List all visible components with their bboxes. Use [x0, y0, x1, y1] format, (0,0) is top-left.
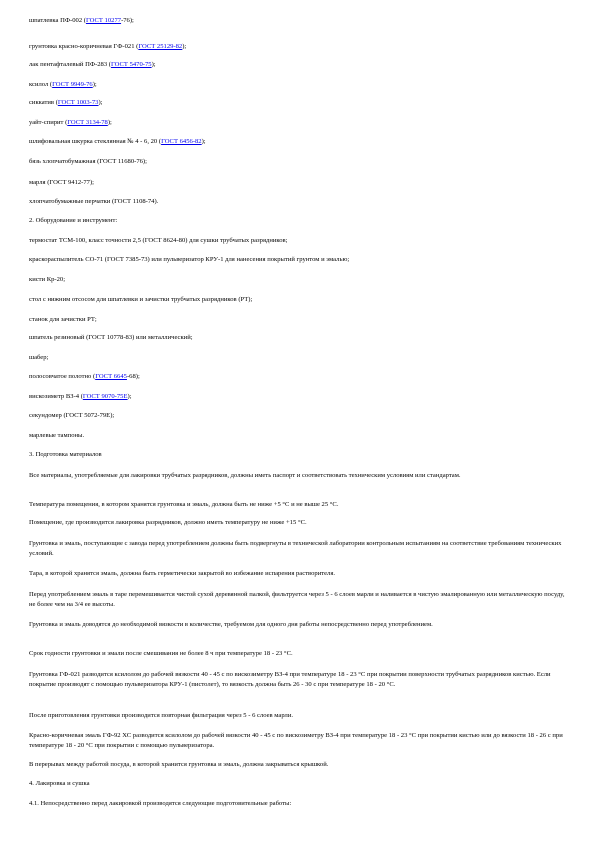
paragraph-text: краскораспылитель СО-71 (ГОСТ 7385-73) или пульверизатор КРУ-1 для нанесения покрытий грунтом и эмалью;: [29, 256, 350, 263]
paragraph-line: [29, 217, 569, 225]
paragraph-text: термостат ТСМ-100, класс точности 2,5 (ГОСТ 8624-80) для сушки трубчатых разрядников;: [29, 237, 288, 244]
paragraph-line: [29, 620, 569, 630]
paragraph-text: шлифовальная шкурка стеклянная № 4 - 6, 20 (: [29, 138, 162, 145]
paragraph-text: 4.1. Непосредственно перед лакировкой производятся следующие подготовительные работы:: [29, 800, 292, 807]
paragraph-line: [29, 334, 569, 342]
paragraph-text: секундомер (ГОСТ 5072-79Е);: [29, 412, 115, 419]
paragraph-text: хлопчатобумажные перчатки (ГОСТ 1108-74).: [29, 198, 159, 205]
gost-reference-link[interactable]: ГОСТ 10277: [86, 17, 122, 24]
gost-reference-link[interactable]: ГОСТ 25129-82: [138, 43, 183, 50]
paragraph-text: уайт-спирит (: [29, 119, 68, 126]
paragraph-line: [29, 296, 569, 304]
paragraph-line: [29, 712, 569, 720]
paragraph-text: -76);: [121, 17, 134, 24]
paragraph-line: [29, 99, 569, 107]
paragraph-line: [29, 800, 569, 808]
gost-reference-link[interactable]: ГОСТ 1003-73: [57, 99, 99, 106]
paragraph-line: [29, 412, 569, 420]
paragraph-line: [29, 539, 569, 559]
paragraph-line: [29, 43, 569, 51]
paragraph-text: шабер;: [29, 354, 49, 361]
gost-reference-link[interactable]: ГОСТ 6456-82: [161, 138, 202, 145]
paragraph-line: [29, 393, 569, 401]
paragraph-text: Перед употреблением эмаль в таре перемешивается чистой сухой деревянной палкой, фильтруется через 5 - 6 слоев марли и наливается в чистую эмалированную или металлическую посуду, не более чем на 3/4 ее высоты.: [29, 591, 565, 608]
paragraph-text: Красно-коричневая эмаль ГФ-92 ХС разводится ксилолом до рабочей вязкости 40 - 45 с по вискозиметру ВЗ-4 при температуре 18 - 23 °С при покрытии кистью или до вязкости 18 - 26 с при температуре 18 - 20 °С при покрытии с помощью пульверизатора.: [29, 732, 563, 749]
paragraph-line: [29, 354, 569, 362]
paragraph-line: [29, 237, 569, 245]
paragraph-text: Грунтовка и эмаль, поступающие с завода перед употреблением должны быть подвергнуты в технической лаборатории контрольным испытаниям на соответствие требованиям технических условий.: [29, 540, 562, 557]
paragraph-text: В перерывах между работой посуда, в которой хранится грунтовка и эмаль, должна закрываться крышкой.: [29, 761, 329, 768]
paragraph-line: [29, 119, 569, 127]
paragraph-text: Температура помещения, в котором хранятся грунтовка и эмаль, должна быть не ниже +5 °С и не выше 25 °С.: [29, 501, 339, 508]
paragraph-text: );: [107, 119, 112, 126]
paragraph-line: [29, 158, 569, 166]
paragraph-text: 4. Лакировка и сушка: [29, 780, 90, 787]
paragraph-line: [29, 179, 569, 187]
paragraph-line: [29, 138, 569, 146]
paragraph-text: );: [151, 61, 156, 68]
paragraph-text: );: [201, 138, 206, 145]
paragraph-line: [29, 198, 569, 206]
gost-reference-link[interactable]: ГОСТ 9070-75Е: [82, 393, 128, 400]
paragraph-line: [29, 780, 569, 788]
paragraph-line: [29, 519, 569, 527]
paragraph-text: );: [182, 43, 187, 50]
paragraph-text: После приготовления грунтовки производится повторная фильтрация через 5 - 6 слоев марли.: [29, 712, 294, 719]
paragraph-text: марля (ГОСТ 9412-77);: [29, 179, 95, 186]
paragraph-line: [29, 670, 569, 690]
paragraph-line: [29, 276, 569, 284]
paragraph-text: стол с нижним отсосом для шпатлевки и зачистки трубчатых разрядников (РТ);: [29, 296, 253, 303]
paragraph-line: [29, 761, 569, 769]
paragraph-text: Грунтовка ГФ-021 разводится ксилолом до рабочей вязкости 40 - 45 с по вискозиметру ВЗ-4 при температуре 18 - 23 °С при покрытии поверхности трубчатых разрядников кистью. Если покрытие производят с помощью пульверизатора КРУ-1 (пистолет), то вязкость должна быть 26 - 30 с при температуре 18 - 20 °С.: [29, 671, 551, 688]
paragraph-text: грунтовка красно-коричневая ГФ-021 (: [29, 43, 139, 50]
paragraph-line: [29, 731, 569, 751]
paragraph-text: шпатель резиновый (ГОСТ 10778-83) или металлический;: [29, 334, 193, 341]
paragraph-text: лак пентафталевый ПФ-283 (: [29, 61, 112, 68]
paragraph-text: Тара, в которой хранятся эмаль, должна быть герметически закрытой во избежание испарения растворителя.: [29, 570, 336, 577]
paragraph-text: );: [98, 99, 103, 106]
paragraph-line: [29, 256, 569, 264]
paragraph-line: [29, 432, 569, 440]
paragraph-line: [29, 451, 569, 459]
paragraph-text: полосовчатое полотно (: [29, 373, 96, 380]
gost-reference-link[interactable]: ГОСТ 3134-78: [67, 119, 108, 126]
paragraph-text: марлевые тампоны.: [29, 432, 85, 439]
paragraph-line: [29, 373, 569, 381]
paragraph-text: 3. Подготовка материалов: [29, 451, 102, 458]
paragraph-text: Грунтовка и эмаль доводятся до необходимой вязкости в количестве, требуемом для одного дня работы непосредственно перед употреблением.: [29, 621, 433, 628]
paragraph-text: шпатлевка ПФ-002 (: [29, 17, 86, 24]
paragraph-text: сиккатив (: [29, 99, 58, 106]
paragraph-line: [29, 590, 569, 610]
paragraph-text: Все материалы, употребляемые для лакировки трубчатых разрядников, должны иметь паспорт и соответствовать техническим условиям или стандартам.: [29, 472, 461, 479]
gost-reference-link[interactable]: ГОСТ 9949-76: [52, 81, 93, 88]
paragraph-text: бязь хлопчатобумажная (ГОСТ 11680-76);: [29, 158, 147, 165]
paragraph-text: );: [92, 81, 97, 88]
paragraph-line: [29, 471, 569, 481]
gost-reference-link[interactable]: ГОСТ 5470-75: [111, 61, 152, 68]
paragraph-text: -68);: [126, 373, 140, 380]
paragraph-text: Помещение, где производится лакировка разрядников, должно иметь температуру не ниже +15 °С.: [29, 519, 307, 526]
paragraph-text: вискозиметр ВЗ-4 (: [29, 393, 83, 400]
paragraph-text: Срок годности грунтовки и эмали после смешивания не более 8 ч при температуре 18 - 23 °С.: [29, 650, 293, 657]
paragraph-text: кисти Кр-20;: [29, 276, 66, 283]
paragraph-line: [29, 501, 569, 509]
paragraph-text: );: [127, 393, 132, 400]
paragraph-text: 2. Оборудование и инструмент:: [29, 217, 118, 224]
paragraph-line: [29, 81, 569, 89]
gost-reference-link[interactable]: ГОСТ 6645: [95, 373, 127, 380]
paragraph-text: ксилол (: [29, 81, 53, 88]
paragraph-line: [29, 570, 569, 578]
paragraph-line: [29, 316, 569, 324]
paragraph-text: станок для зачистки РТ;: [29, 316, 97, 323]
paragraph-line: [29, 650, 569, 658]
paragraph-line: [29, 61, 569, 69]
paragraph-line: [29, 17, 569, 25]
